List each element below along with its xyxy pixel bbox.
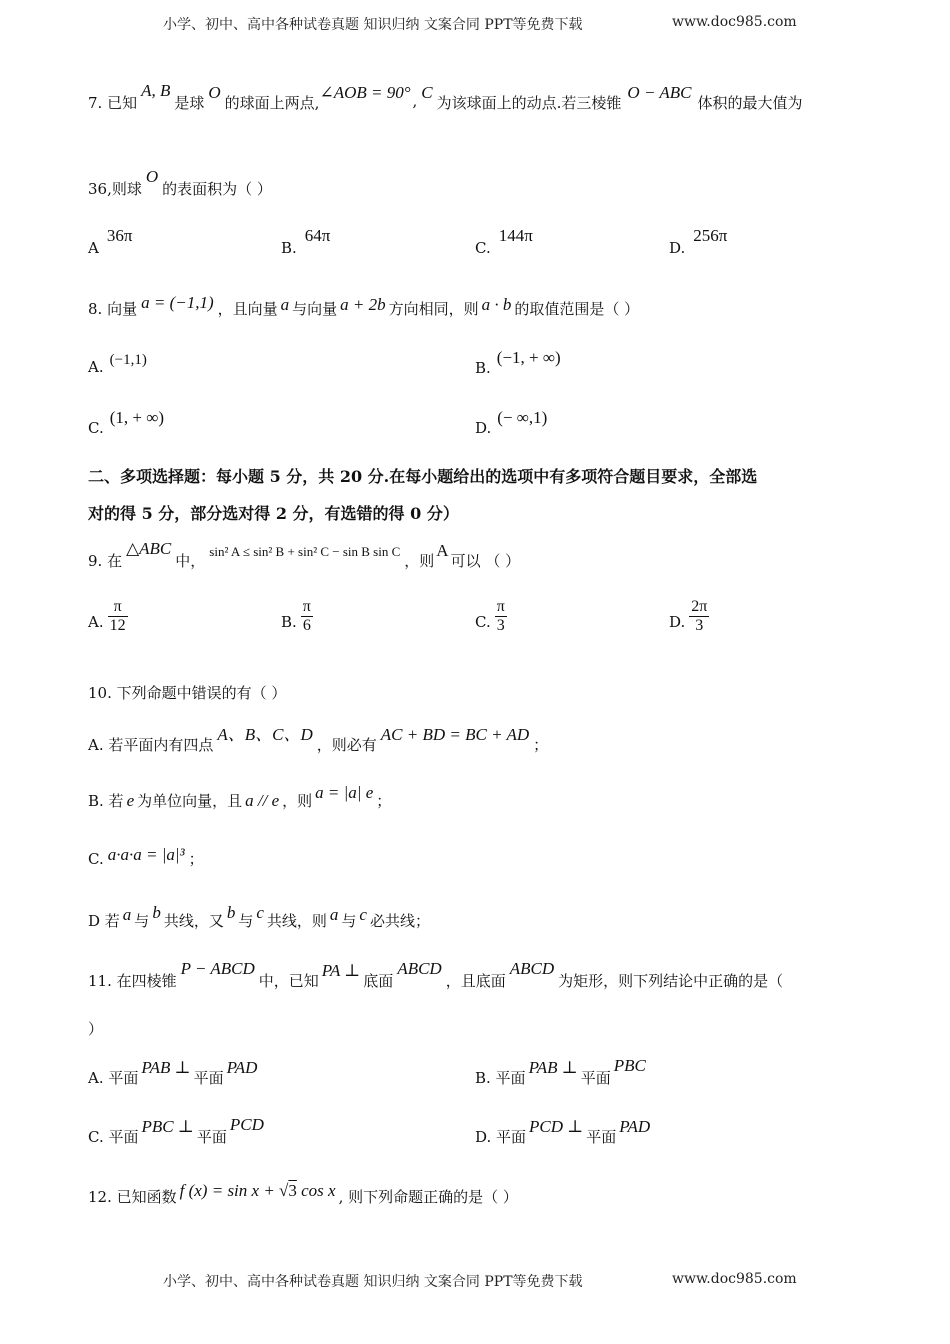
q8-option-c[interactable]: C.(1, + ∞): [88, 408, 164, 437]
math-c: C: [421, 83, 433, 102]
q7-option-c[interactable]: C.144π: [475, 226, 533, 257]
question-10-stem: 10. 下列命题中错误的有（ ）: [88, 684, 287, 702]
q9-option-c[interactable]: C. $\frac{\pi}{3}$: [475, 598, 505, 634]
q9-option-a[interactable]: A. $\frac{\pi}{12}$: [88, 598, 126, 634]
section-2-heading-line2: 对的得 5 分，部分选对得 2 分，有选错的得 0 分）: [88, 504, 459, 523]
question-11-line2: ）: [88, 1020, 104, 1038]
q8-option-a[interactable]: A. (−1,1): [88, 352, 147, 376]
q7-option-b[interactable]: B.64π: [281, 226, 331, 257]
question-12: 12. 已知函数 f (x) = sin x + √3 cos x , 则下列命题正确的是（ ）: [88, 1181, 518, 1206]
question-7-line1: 7. 已知A, B是球O的球面上两点,∠AOB = 90° , C为该球面上的动点.若三棱锥O − ABC体积的最大值为: [88, 81, 803, 112]
q9-option-b[interactable]: B. $\frac{\pi}{6}$: [281, 598, 311, 634]
question-11: 11. 在四棱锥P − ABCD中，已知PA ⊥底面ABCD，且底面ABCD为矩形，则下列结论中正确的是（: [88, 959, 784, 990]
q7-option-a[interactable]: A36π: [88, 226, 133, 257]
q11-option-b[interactable]: B. 平面PAB ⊥平面PBC: [475, 1056, 646, 1087]
q11-option-d[interactable]: D. 平面PCD ⊥平面PAD: [475, 1117, 651, 1146]
question-7-line2: 36,则球O的表面积为（ ）: [88, 167, 272, 198]
q10-option-d[interactable]: D 若 a 与 b 共线，又 b 与 c 共线，则 a 与 c 必共线；: [88, 903, 430, 930]
math-o-abc: O − ABC: [627, 83, 692, 102]
page-header-text: 小学、初中、高中各种试卷真题 知识归纳 文案合同 PPT等免费下载: [163, 17, 583, 33]
question-9: 9. 在△ABC中，sin² A ≤ sin² B + sin² C − sin B sin C，则A可以 （ ）: [88, 539, 521, 570]
q11-option-a[interactable]: A. 平面PAB ⊥平面PAD: [88, 1058, 258, 1087]
q8-option-d[interactable]: D.(− ∞,1): [475, 408, 548, 437]
question-8: 8. 向量 a = (−1,1) ，且向量 a 与向量 a + 2b 方向相同，则 a · b 的取值范围是（ ）: [88, 293, 640, 318]
math-o: O: [208, 83, 221, 102]
q9-option-d[interactable]: D. $\frac{2\pi}{3}$: [669, 598, 708, 634]
q8-option-b[interactable]: B.(−1, + ∞): [475, 348, 561, 377]
math-ab: A, B: [141, 81, 171, 100]
q10-option-b[interactable]: B. 若 e 为单位向量，且 a // e ，则 a = |a| e ；: [88, 783, 392, 810]
page-footer-text: 小学、初中、高中各种试卷真题 知识归纳 文案合同 PPT等免费下载: [163, 1274, 583, 1290]
q7-option-d[interactable]: D.256π: [669, 226, 728, 257]
section-2-heading-line1: 二、多项选择题：每小题 5 分，共 20 分.在每小题给出的选项中有多项符合题目要求，全部选: [88, 467, 758, 486]
math-angle: ∠AOB = 90°: [319, 83, 411, 102]
q10-option-c[interactable]: C. a·a·a = |a|³ ；: [88, 845, 204, 868]
math-o: O: [145, 167, 159, 186]
page-header-url[interactable]: www.doc985.com: [672, 14, 797, 30]
page-footer-url[interactable]: www.doc985.com: [672, 1271, 797, 1287]
q11-option-c[interactable]: C. 平面PBC ⊥平面PCD: [88, 1115, 264, 1146]
q10-option-a[interactable]: A. 若平面内有四点A、B、C、D，则必有AC + BD = BC + AD；: [88, 725, 549, 754]
